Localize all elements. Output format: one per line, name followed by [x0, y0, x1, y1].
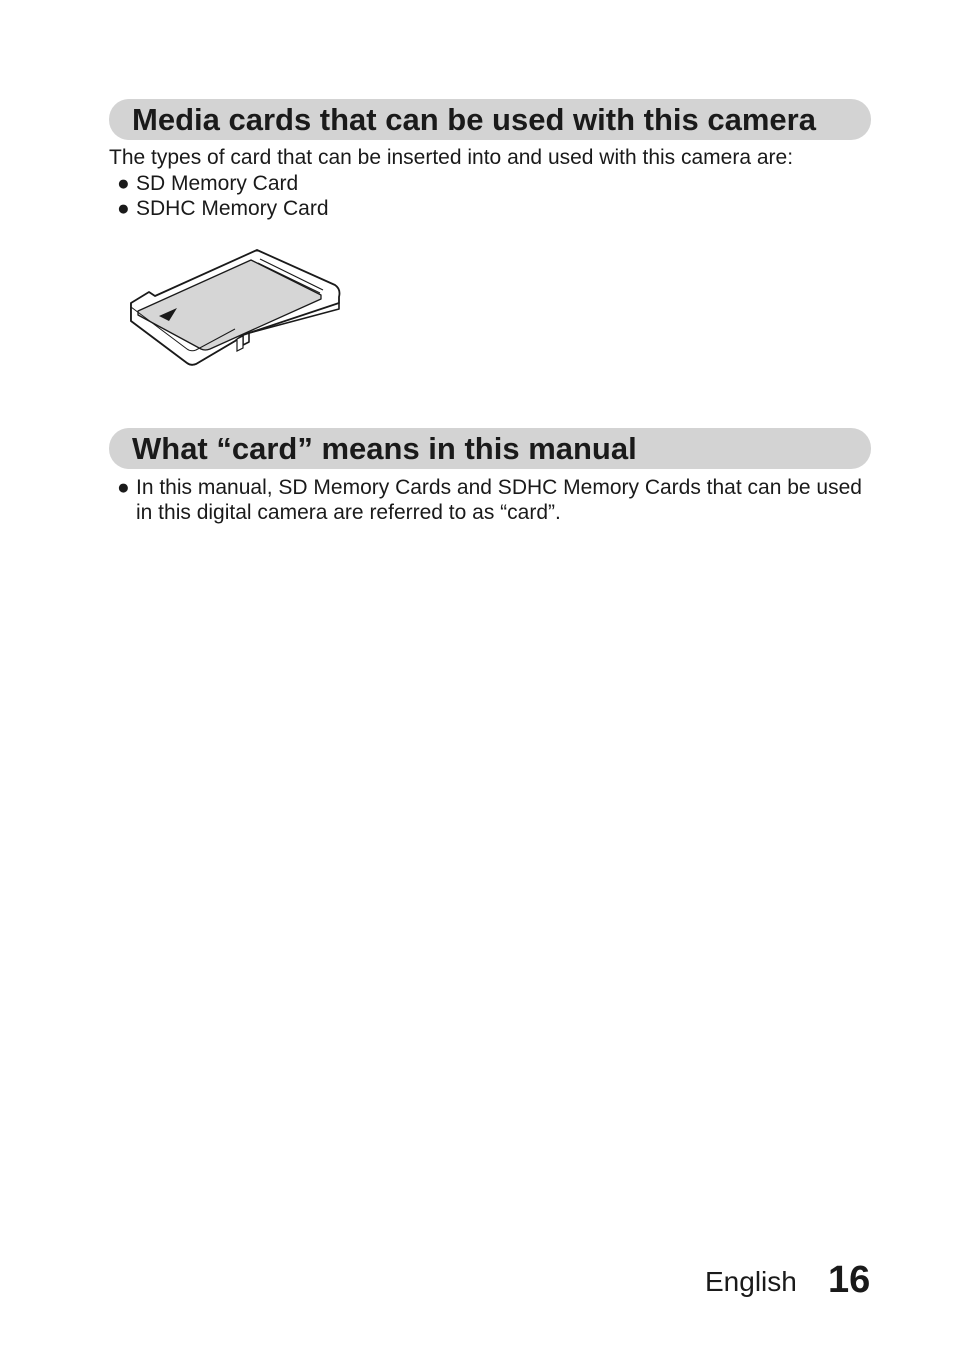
list-item-text: In this manual, SD Memory Cards and SDHC Memory Cards that can be used in this digital camera are referred to as “card”. [136, 476, 862, 524]
sd-card-illustration [125, 245, 347, 375]
bullet-icon: ● [117, 197, 130, 220]
bullet-icon: ● [117, 172, 130, 195]
bullet-icon: ● [117, 476, 130, 499]
list-item [109, 171, 329, 196]
list-item-text: SDHC Memory Card [136, 197, 329, 220]
footer-language: English [705, 1266, 797, 1297]
list-item [109, 196, 329, 221]
list-item [109, 475, 869, 525]
section-title-card-meaning: What “card” means in this manual [109, 428, 871, 469]
page-number: 16 [828, 1259, 871, 1301]
list-item-text: SD Memory Card [136, 172, 299, 195]
card-type-list [109, 171, 329, 221]
section-title-media-cards: Media cards that can be used with this camera [109, 99, 871, 140]
card-meaning-list [109, 475, 869, 525]
intro-paragraph: The types of card that can be inserted into and used with this camera are: [109, 146, 794, 169]
